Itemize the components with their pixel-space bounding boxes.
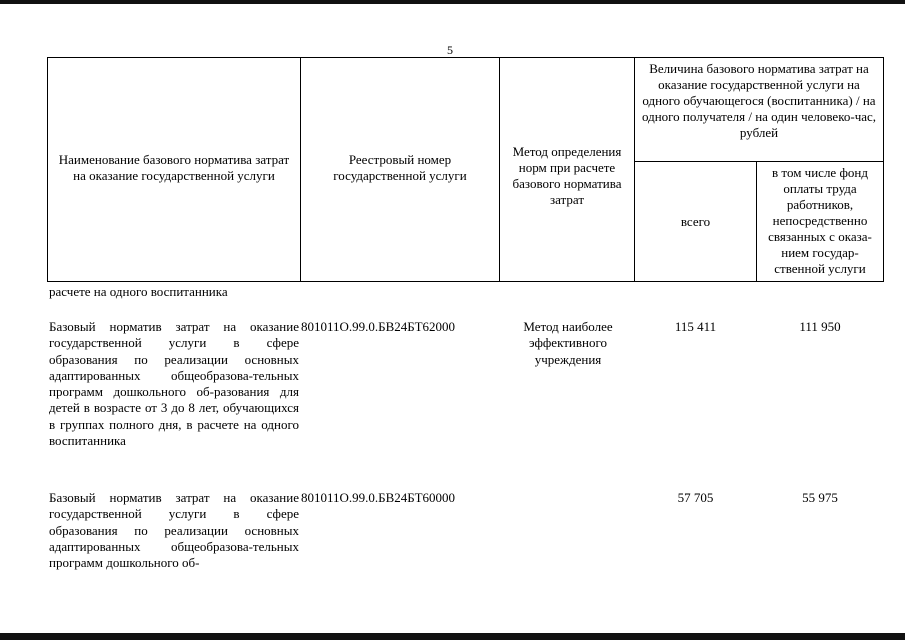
row-2-total: 57 705: [677, 490, 714, 505]
header-col-wage-text: в том числе фонд оплаты труда работников, непосредственно связанных с оказа-нием государ-ственной услуги: [768, 165, 872, 276]
row-2-registry: 801011О.99.0.БВ24БТ60000: [301, 490, 456, 505]
page-number: 5: [447, 43, 453, 57]
row-2-name: Базовый норматив затрат на оказание государственной услуги в сфере образования по реализации основных адаптированных общеобразова-тельных программ дошкольного об-: [49, 490, 299, 571]
scan-bottom-border: [0, 633, 905, 640]
scan-top-border: [0, 0, 905, 4]
row-2-wage: 55 975: [802, 490, 838, 505]
row-1-name: Базовый норматив затрат на оказание государственной услуги в сфере образования по реализации основных адаптированных общеобразова-тельных программ дошкольного об-разования для детей в возрасте от 3 до 8 лет, обучающихся в группах полного дня, в расчете на одного воспитанника: [49, 319, 299, 449]
header-col-registry-text: Реестровый номер государственной услуги: [333, 152, 467, 183]
row-1-wage: 111 950: [799, 319, 841, 334]
row-1-registry: 801011О.99.0.БВ24БТ62000: [301, 319, 456, 334]
row-1-total: 115 411: [674, 319, 717, 334]
header-col-wage: [756, 161, 884, 282]
header-col-name: [47, 57, 301, 282]
header-col-value-text: Величина базового норматива затрат на оказание государственной услуги на одного обучающегося (воспитанника) / на одного получателя / на один человеко-час, рублей: [641, 61, 877, 140]
header-col-total-text: всего: [680, 214, 711, 229]
header-col-method: [499, 57, 635, 282]
row-1-method: Метод наиболее эффективного учреждения: [523, 319, 613, 367]
header-col-registry: [300, 57, 500, 282]
header-col-total: [634, 161, 757, 282]
header-col-value: [634, 57, 884, 162]
continuation-text: расчете на одного воспитанника: [49, 284, 228, 299]
header-col-name-text: Наименование базового норматива затрат на оказание государственной услуги: [58, 152, 290, 183]
header-col-method-text: Метод определения норм при расчете базового норматива затрат: [512, 144, 622, 207]
